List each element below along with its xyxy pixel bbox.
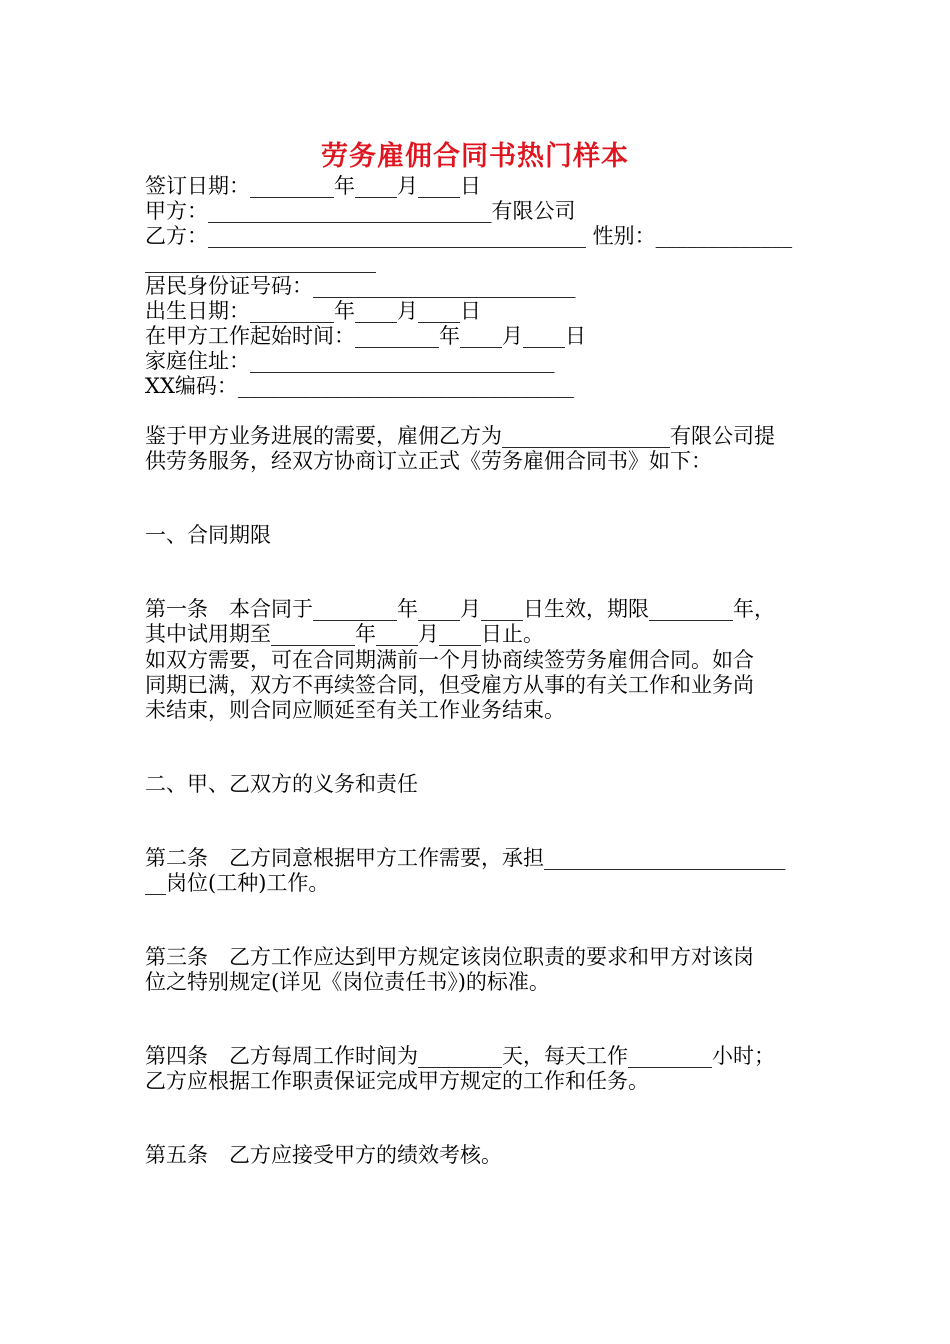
article-3-line: 位之特别规定(详见《岗位责任书》)的标准。 xyxy=(145,970,550,994)
party-a-line: 甲方：___________________________有限公司 xyxy=(145,199,576,223)
intro-paragraph-line: 供劳务服务，经双方协商订立正式《劳务雇佣合同书》如下： xyxy=(145,449,712,473)
intro-paragraph-line: 鉴于甲方业务进展的需要，雇佣乙方为________________有限公司提 xyxy=(145,424,775,448)
postal-code-line: XX编码：________________________________ xyxy=(145,374,574,398)
article-1-line: 如双方需要，可在合同期满前一个月协商续签劳务雇佣合同。如合 xyxy=(145,648,754,672)
article-5-line: 第五条 乙方应接受甲方的绩效考核。 xyxy=(145,1143,502,1167)
article-1-line: 其中试用期至________年____月____日止。 xyxy=(145,622,544,646)
article-2-line: __岗位(工种)工作。 xyxy=(145,871,330,895)
article-1-line: 同期已满，双方不再续签合同，但受雇方从事的有关工作和业务尚 xyxy=(145,673,754,697)
document-title: 劳务雇佣合同书热门样本 xyxy=(321,141,629,172)
article-4-line: 乙方应根据工作职责保证完成甲方规定的工作和任务。 xyxy=(145,1069,649,1093)
signing-date-line: 签订日期：________年____月____日 xyxy=(145,174,481,198)
article-1-line: 未结束，则合同应顺延至有关工作业务结束。 xyxy=(145,698,565,722)
start-date-line: 在甲方工作起始时间：________年____月____日 xyxy=(145,324,586,348)
article-3-line: 第三条 乙方工作应达到甲方规定该岗位职责的要求和甲方对该岗 xyxy=(145,945,754,969)
section-heading-term: 一、合同期限 xyxy=(145,523,271,547)
article-2-line: 第二条 乙方同意根据甲方工作需要，承担_______________________ xyxy=(145,846,786,870)
party-b-line: 乙方：____________________________________ 性别：_____________ xyxy=(145,224,793,248)
home-address-line: 家庭住址：_____________________________ xyxy=(145,349,555,373)
party-b-line-continued: ______________________ xyxy=(145,249,376,273)
birth-date-line: 出生日期：________年____月____日 xyxy=(145,299,481,323)
section-heading-duties: 二、甲、乙双方的义务和责任 xyxy=(145,772,418,796)
article-1-line: 第一条 本合同于________年____月____日生效，期限________年， xyxy=(145,597,775,621)
id-number-line: 居民身份证号码：_________________________ xyxy=(145,274,576,298)
article-4-line: 第四条 乙方每周工作时间为________天，每天工作________小时； xyxy=(145,1044,775,1068)
